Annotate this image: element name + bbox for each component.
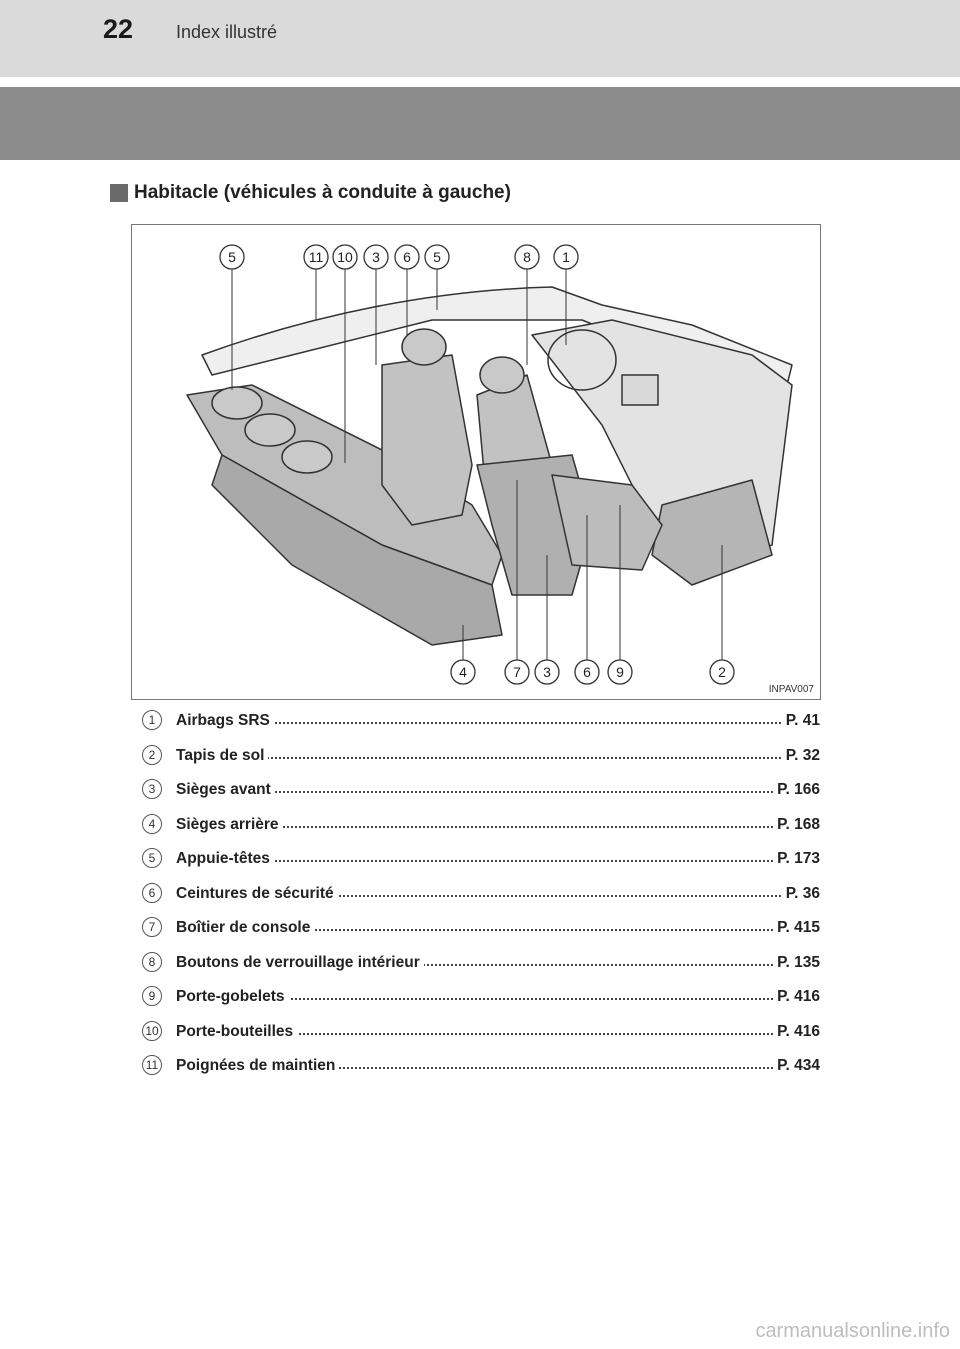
- page-reference-link[interactable]: P. 166: [773, 781, 820, 799]
- list-item: [140, 1019, 820, 1054]
- callout-4: 4: [459, 664, 467, 680]
- list-item: [140, 812, 820, 847]
- item-number: 6: [142, 883, 162, 903]
- callout-2: 2: [718, 664, 726, 680]
- callout-3a: 3: [372, 249, 380, 265]
- page-reference-link[interactable]: P. 32: [782, 747, 820, 765]
- page-reference-link[interactable]: P. 135: [773, 954, 820, 972]
- list-item: [140, 777, 820, 812]
- item-label: Poignées de maintien: [176, 1057, 339, 1075]
- callout-6a: 6: [403, 249, 411, 265]
- legend-list: [140, 708, 820, 1088]
- item-label: Sièges arrière: [176, 816, 283, 834]
- item-number: 4: [142, 814, 162, 834]
- item-label: Porte-bouteilles: [176, 1023, 297, 1041]
- item-label: Sièges avant: [176, 781, 275, 799]
- callout-5a: 5: [228, 249, 236, 265]
- section-heading-text: Habitacle (véhicules à conduite à gauche): [134, 182, 511, 203]
- figure-code: INPAV007: [768, 684, 814, 695]
- list-item: [140, 950, 820, 985]
- callout-3b: 3: [543, 664, 551, 680]
- page-reference-link[interactable]: P. 416: [773, 1023, 820, 1041]
- item-number: 7: [142, 917, 162, 937]
- item-number: 11: [142, 1055, 162, 1075]
- page-reference-link[interactable]: P. 173: [773, 850, 820, 868]
- section-marker-icon: [110, 184, 128, 202]
- page-reference-link[interactable]: P. 41: [782, 712, 820, 730]
- callout-7: 7: [513, 664, 521, 680]
- list-item: [140, 915, 820, 950]
- callout-9: 9: [616, 664, 624, 680]
- page-reference-link[interactable]: P. 168: [773, 816, 820, 834]
- list-item: [140, 846, 820, 881]
- item-label: Ceintures de sécurité: [176, 885, 338, 903]
- page-reference-link[interactable]: P. 415: [773, 919, 820, 937]
- list-item: [140, 881, 820, 916]
- leader-dots: [176, 757, 820, 759]
- item-number: 8: [142, 952, 162, 972]
- item-number: 2: [142, 745, 162, 765]
- item-number: 9: [142, 986, 162, 1006]
- car-interior-drawing: [132, 225, 822, 701]
- item-number: 5: [142, 848, 162, 868]
- item-label: Boutons de verrouillage intérieur: [176, 954, 424, 972]
- item-number: 1: [142, 710, 162, 730]
- callout-8: 8: [523, 249, 531, 265]
- list-item: [140, 743, 820, 778]
- page-reference-link[interactable]: P. 416: [773, 988, 820, 1006]
- section-heading: [110, 180, 511, 206]
- header-bar: [0, 0, 960, 77]
- item-label: Tapis de sol: [176, 747, 268, 765]
- item-label: Appuie-têtes: [176, 850, 274, 868]
- watermark: carmanualsonline.info: [755, 1320, 950, 1342]
- page-reference-link[interactable]: P. 36: [782, 885, 820, 903]
- page-title: Index illustré: [176, 22, 278, 42]
- interior-illustration: [131, 224, 821, 700]
- item-label: Boîtier de console: [176, 919, 314, 937]
- callout-10: 10: [337, 249, 353, 265]
- header-band: [0, 87, 960, 160]
- page-number: 22: [103, 14, 134, 44]
- item-number: 10: [142, 1021, 162, 1041]
- callout-5b: 5: [433, 249, 441, 265]
- list-item: [140, 708, 820, 743]
- callout-1: 1: [562, 249, 570, 265]
- callout-11: 11: [308, 249, 324, 265]
- callout-6b: 6: [583, 664, 591, 680]
- item-number: 3: [142, 779, 162, 799]
- list-item: [140, 984, 820, 1019]
- item-label: Porte-gobelets: [176, 988, 289, 1006]
- page-reference-link[interactable]: P. 434: [773, 1057, 820, 1075]
- item-label: Airbags SRS: [176, 712, 274, 730]
- list-item: [140, 1053, 820, 1088]
